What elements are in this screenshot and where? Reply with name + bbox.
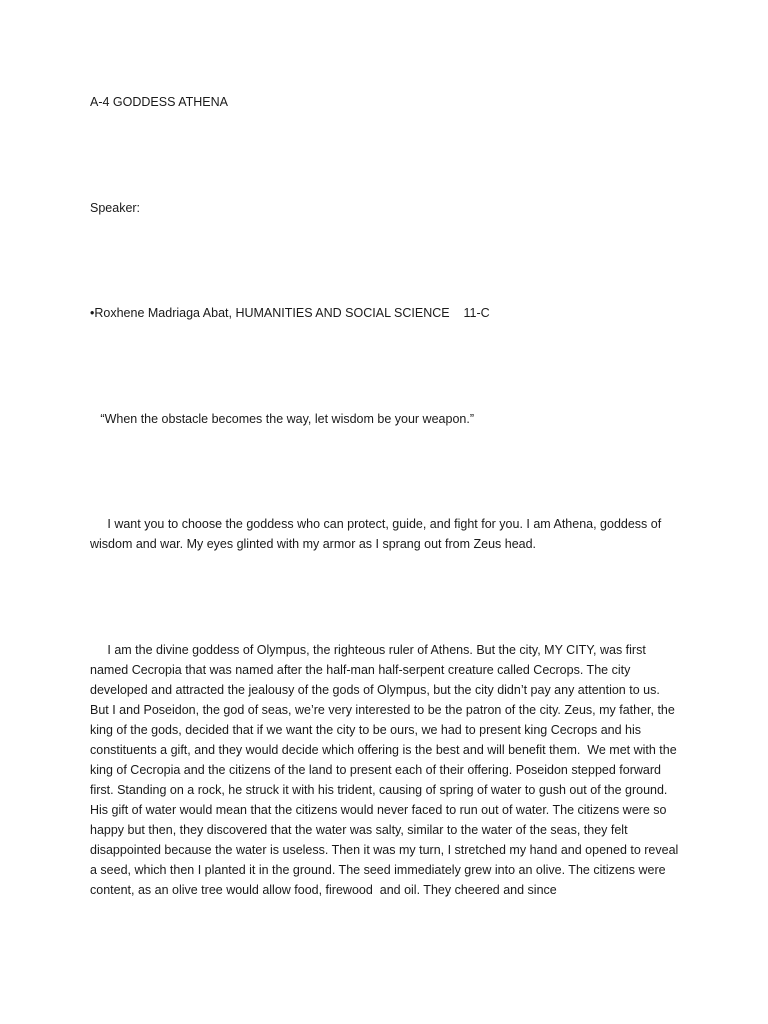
quote-line: “When the obstacle becomes the way, let wisdom be your weapon.”	[90, 412, 474, 426]
paragraph-1	[90, 514, 680, 554]
speaker-line: •Roxhene Madriaga Abat, HUMANITIES AND SOCIAL SCIENCE 11-C	[90, 306, 490, 320]
paragraph-2	[90, 640, 680, 900]
document-title: A-4 GODDESS ATHENA	[90, 95, 228, 109]
paragraph-1-text: I want you to choose the goddess who can protect, guide, and fight for you. I am Athena, goddess of wisdom and war. My eyes glinted with my armor as I sprang out from Zeus head.	[90, 517, 665, 551]
speaker-label: Speaker:	[90, 201, 141, 215]
paragraph-2-text: I am the divine goddess of Olympus, the righteous ruler of Athens. But the city, MY CITY, was first named Cecropia that was named after the half-man half-serpent creature called Cecrops. The city developed and attracted the jealousy of the gods of Olympus, but the city didn’t pay any attention to us. But I and Poseidon, the god of seas, we’re very interested to be the patron of the city. Zeus, my father, the king of the gods, decided that if we want the city to be ours, we had to present king Cecrops and his constituents a gift, and they would decide which offering is the best and will benefit them. We met with the king of Cecropia and the citizens of the land to present each of their offering. Poseidon stepped forward first. Standing on a rock, he struck it with his trident, causing of spring of water to gush out of the ground. His gift of water would mean that the citizens would never faced to run out of water. The citizens were so happy but then, they discovered that the water was salty, similar to the water of the seas, they felt disappointed because the water is useless. Then it was my turn, I stretched my hand and opened to reveal a seed, which then I planted it in the ground. The seed immediately grew into an olive. The citizens were content, as an olive tree would allow food, firewood and oil. They cheered and since	[90, 643, 682, 897]
